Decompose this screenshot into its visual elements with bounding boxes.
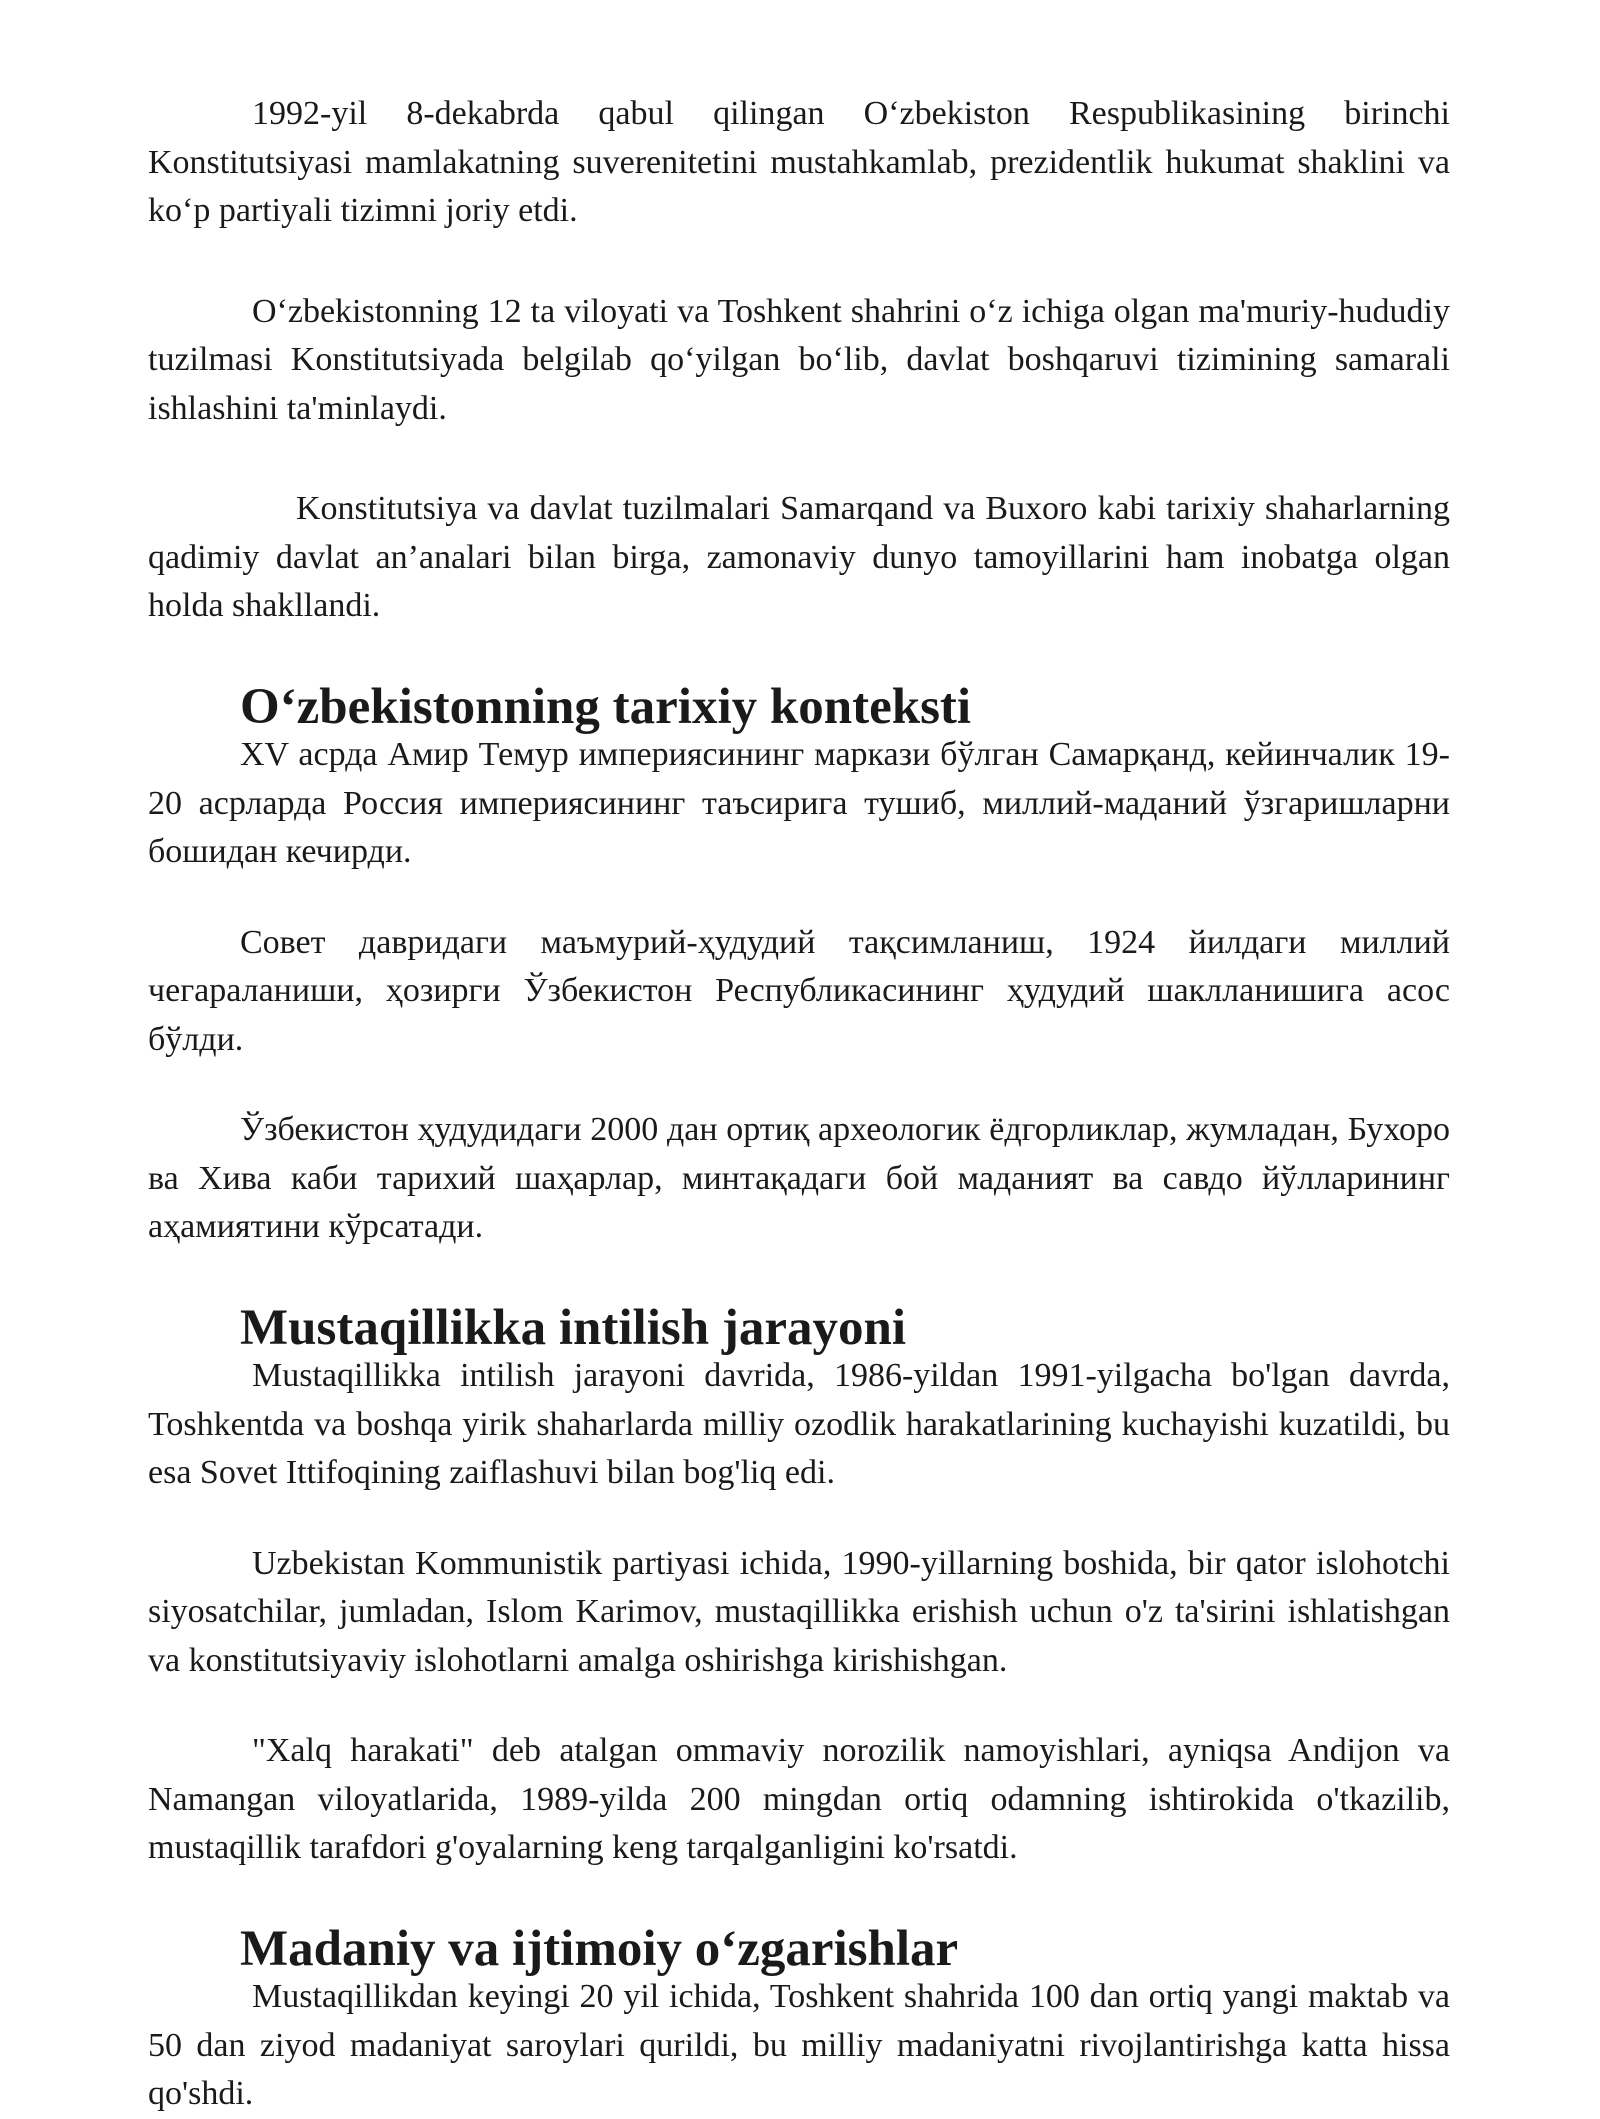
heading-historical-context: O‘zbekistonning tarixiy konteksti bbox=[240, 678, 972, 735]
paragraph-historical-traditions: Konstitutsiya va davlat tuzilmalari Samarqand va Buxoro kabi tarixiy shaharlarning qadimiy davlat an’analari bilan birga, zamonaviy dunyo tamoyillarini ham inobatga olgan holda shakllandi. bbox=[148, 490, 1450, 624]
heading-cultural-social-changes: Madaniy va ijtimoiy o‘zgarishlar bbox=[240, 1920, 959, 1977]
paragraph-schools-and-palaces: Mustaqillikdan keyingi 20 yil ichida, Toshkent shahrida 100 dan ortiq yangi maktab va 50 dan ziyod madaniyat saroylari qurildi, bu milliy madaniyatni rivojlantirishga katta hissa qo'shdi. bbox=[148, 1978, 1450, 2112]
paragraph-soviet-division: Совет давридаги маъмурий-ҳудудий тақсимланиш, 1924 йилдаги миллий чегараланиши, ҳозирги Ўзбекистон Республикасининг ҳудудий шаклланишига асос бўлди. bbox=[148, 923, 1450, 1058]
heading-independence-process: Mustaqillikka intilish jarayoni bbox=[240, 1299, 906, 1356]
paragraph-amir-temur: XV асрда Амир Темур империясининг маркази бўлган Самарқанд, кейинчалик 19-20 асрларда Россия империясининг таъсирига тушиб, миллий-маданий ўзгаришларни бошидан кечирди. bbox=[148, 736, 1450, 870]
document-page bbox=[148, 90, 1450, 2119]
paragraph-administrative-structure: O‘zbekistonning 12 ta viloyati va Toshkent shahrini o‘z ichiga olgan ma'muriy-hududiy tuzilmasi Konstitutsiyada belgilab qo‘yilgan bo‘lib, davlat boshqaruvi tizimining samarali ishlashini ta'minlaydi. bbox=[148, 292, 1450, 427]
paragraph-constitution-1992: 1992-yil 8-dekabrda qabul qilingan O‘zbekiston Respublikasining birinchi Konstitutsiyasi mamlakatning suverenitetini mustahkamlab, prezidentlik hukumat shaklini va ko‘p partiyali tizimni joriy etdi. bbox=[148, 95, 1450, 229]
paragraph-communist-party-reformers: Uzbekistan Kommunistik partiyasi ichida, 1990-yillarning boshida, bir qator islohotchi siyosatchilar, jumladan, Islom Karimov, mustaqillikka erishish uchun o'z ta'sirini ishlatishgan va konstitutsiyaviy islohotlarni amalga oshirishga kirishishgan. bbox=[148, 1544, 1450, 1679]
paragraph-xalq-harakati: "Xalq harakati" deb atalgan ommaviy norozilik namoyishlari, ayniqsa Andijon va Namangan viloyatlarida, 1989-yilda 200 mingdan ortiq odamning ishtirokida o'tkazilib, mustaqillik tarafdori g'oyalarning keng tarqalganligini ko'rsatdi. bbox=[148, 1732, 1450, 1866]
paragraph-liberation-movements: Mustaqillikka intilish jarayoni davrida, 1986-yildan 1991-yilgacha bo'lgan davrda, Toshkentda va boshqa yirik shaharlarda milliy ozodlik harakatlarining kuchayishi kuzatildi, bu esa Sovet Ittifoqining zaiflashuvi bilan bog'liq edi. bbox=[148, 1357, 1450, 1491]
paragraph-archaeological-sites: Ўзбекистон ҳудудидаги 2000 дан ортиқ археологик ёдгорликлар, жумладан, Бухоро ва Хива каби тарихий шаҳарлар, минтақадаги бой маданият ва савдо йўлларининг аҳамиятини кўрсатади. bbox=[148, 1111, 1450, 1245]
